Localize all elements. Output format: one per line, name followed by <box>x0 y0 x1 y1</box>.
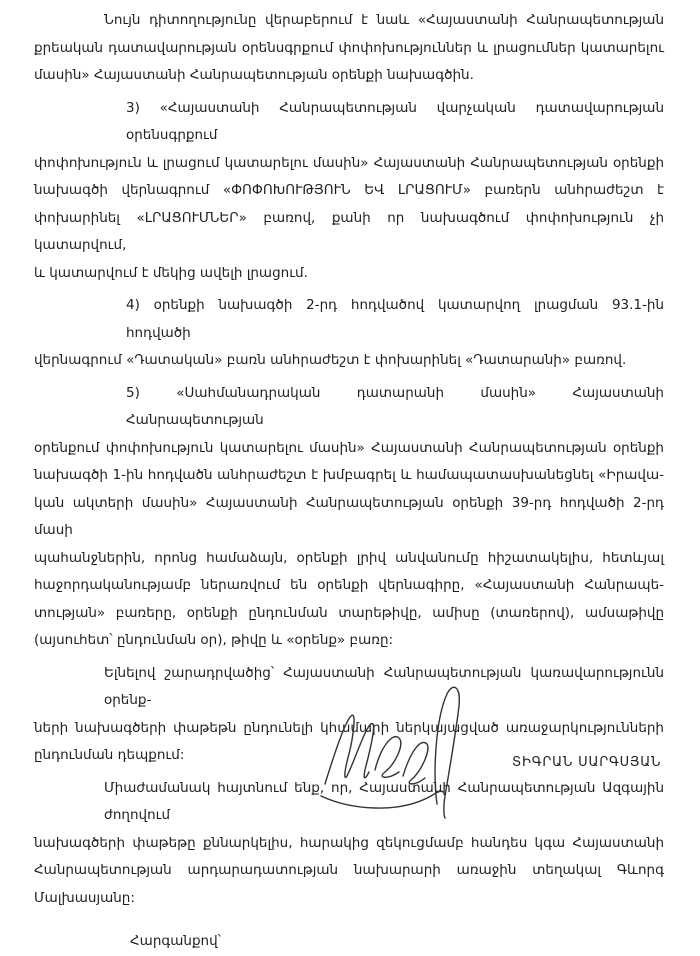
text-line: վերնագրում «Դատական» բառն անհրաժեշտ է փոխարինել «Դատարանի» բառով. <box>34 352 627 368</box>
text-line: 5) «Սահմանադրական դատարանի մասին» Հայաստանի Հանրապետության <box>126 384 664 428</box>
text-line: նախագծերի փաթեթը քննարկելիս, հարակից զեկուցմամբ հանդես կգա Հայաստանի <box>34 834 664 851</box>
text-line: Նույն դիտողությունը վերաբերում է նաև «Հայաստանի Հանրապետության <box>104 12 664 28</box>
text-line: ների նախագծերի փաթեթն ընդունելի կհամարի ներկայացված առաջարկությունների <box>34 719 664 736</box>
paragraph <box>34 292 664 375</box>
text-line: փոփոխություն և լրացում կատարելու մասին» Հայաստանի Հանրապետության օրենքի <box>34 154 664 171</box>
text-line: օրենքում փոփոխություն կատարելու մասին» Հայաստանի Հանրապետության օրենքի <box>34 439 664 456</box>
text-line: նախագծի վերնագրում «ՓՈՓՈԽՈՒԹՅՈՒՆ ԵՎ ԼՐԱՑՈՒՄ» բառերն անհրաժեշտ է <box>34 182 664 198</box>
text-line: Միաժամանակ հայտնում ենք, որ, Հայաստանի Հանրապետության Ազգային ժողովում <box>104 779 664 823</box>
text-line: Ելնելով շարադրվածից՝ Հայաստանի Հանրապետության կառավարությունն օրենք- <box>104 664 664 708</box>
text-line: 4) օրենքի նախագծի 2-րդ հոդվածով կատարվող լրացման 93.1-ին հոդվածի <box>126 297 664 341</box>
text-line: հաջորդականությամբ ներառվում են օրենքի վերնագիրը, «Հայաստանի Հանրապե- <box>34 577 664 593</box>
text-line: տության» բառերը, օրենքի ընդունման տարեթիվը, ամիսը (տառերով), ամսաթիվը <box>34 604 664 621</box>
handwritten-signature-icon <box>315 680 515 820</box>
text-line: 3) «Հայաստանի Հանրապետության վարչական դատավարության օրենսգրքում <box>126 99 664 143</box>
text-line: կան ակտերի մասին» Հայաստանի Հանրապետության օրենքի 39-րդ հոդվածի 2-րդ մասի <box>34 494 664 538</box>
text-line: և կատարվում է մեկից ավելի լրացում. <box>34 264 308 281</box>
text-line: քրեական դատավարության օրենսգրքում փոփոխություններ և լրացումներ կատարելու <box>34 39 664 56</box>
text-line: մասին» Հայաստանի Հանրապետության օրենքի նախագծին. <box>34 67 474 83</box>
text-line: ընդունման դեպքում: <box>34 747 185 763</box>
paragraph <box>34 380 664 655</box>
paragraph <box>34 7 664 90</box>
text-line: (այսուհետ՝ ընդունման օր), թիվը և «օրենք» բառը: <box>34 632 394 648</box>
signatory-name: ՏԻԳՐԱՆ ՍԱՐԳՍՅԱՆ <box>512 755 662 770</box>
text-line: Հանրապետության արդարադատության նախարարի առաջին տեղակալ Գևորգ Մալխասյանը: <box>34 862 664 906</box>
paragraph <box>34 95 664 288</box>
closing-salutation: Հարգանքով՝ <box>130 933 221 949</box>
text-line: փոխարինել «ԼՐԱՑՈՒՄՆԵՐ» բառով, քանի որ նախագծում փոփոխություն չի կատարվում, <box>34 209 664 253</box>
text-line: նախագծի 1-ին հոդվածն անհրաժեշտ է խմբագրել և համապատասխանեցնել «Իրավա- <box>34 467 664 483</box>
text-line: պահանջներին, որոնց համաձայն, օրենքի լրիվ անվանումը հիշատակելիս, հետևյալ <box>34 549 664 566</box>
